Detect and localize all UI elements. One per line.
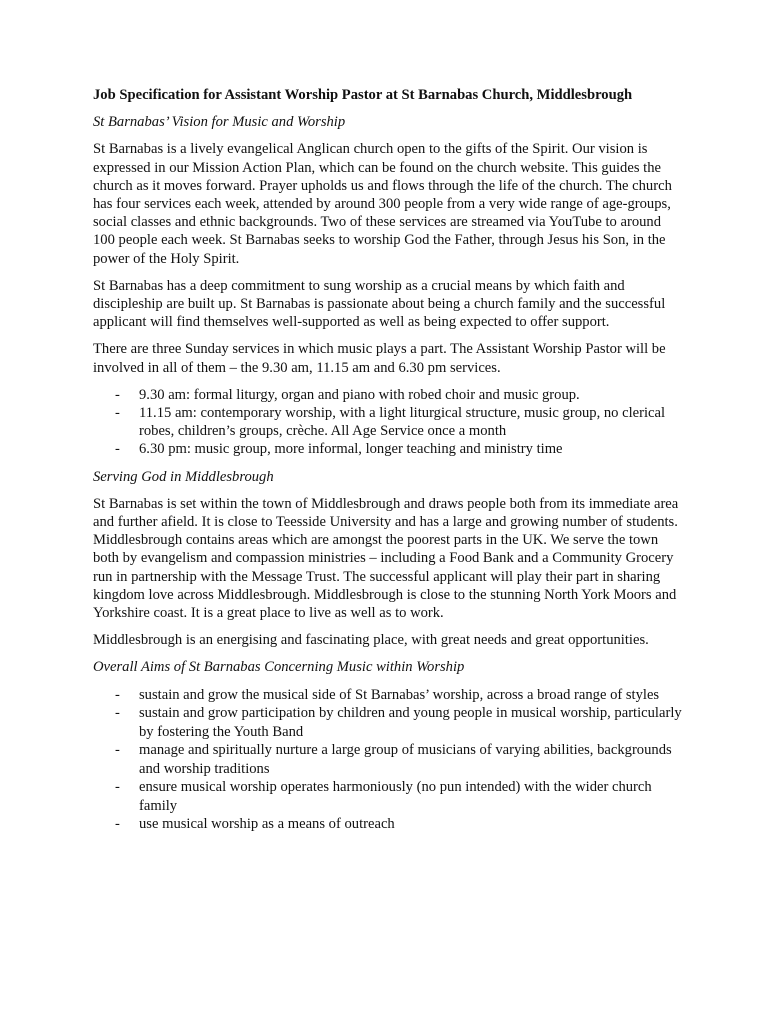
document-title: Job Specification for Assistant Worship Pastor at St Barnabas Church, Middlesbrough	[93, 87, 633, 103]
dash-bullet: -	[115, 386, 120, 403]
services-list	[93, 386, 683, 459]
list-item	[93, 815, 683, 833]
dash-bullet: -	[115, 405, 120, 422]
section-heading-vision: St Barnabas’ Vision for Music and Worship	[93, 114, 346, 131]
dash-bullet: -	[115, 816, 120, 833]
list-item-text: ensure musical worship operates harmoniously (no pun intended) with the wider church family	[139, 779, 652, 814]
paragraph: St Barnabas is set within the town of Middlesbrough and draws people both from its immediate area and further afield. It is close to Teesside University and has a large and growing number of students. Middlesbrough contains areas which are amongst the poorest parts in the UK. We serve the town both by evangelism and compassion ministries – including a Food Bank and a Community Grocery run in partnership with the Message Trust. The successful applicant will play their part in sharing kingdom love across Middlesbrough. Middlesbrough is close to the stunning North York Moors and Yorkshire coast. It is a great place to live as well as to work.	[93, 495, 679, 622]
aims-list	[93, 686, 683, 834]
list-item	[93, 440, 683, 458]
list-item-text: sustain and grow participation by children and young people in musical worship, particularly by fostering the Youth Band	[139, 705, 682, 740]
list-item-text: use musical worship as a means of outreach	[139, 816, 395, 833]
paragraph: Middlesbrough is an energising and fascinating place, with great needs and great opportunities.	[93, 632, 649, 649]
list-item	[93, 386, 683, 404]
section-heading-aims: Overall Aims of St Barnabas Concerning Music within Worship	[93, 659, 465, 676]
paragraph: St Barnabas has a deep commitment to sung worship as a crucial means by which faith and discipleship are built up. St Barnabas is passionate about being a church family and the successful applicant will find themselves well-supported as well as being expected to offer support.	[93, 277, 666, 331]
list-item-text: 6.30 pm: music group, more informal, longer teaching and ministry time	[139, 441, 563, 458]
dash-bullet: -	[115, 742, 120, 759]
document-page	[93, 86, 683, 843]
list-item	[93, 404, 683, 440]
list-item-text: 11.15 am: contemporary worship, with a light liturgical structure, music group, no clerical robes, children’s groups, crèche. All Age Service once a month	[139, 405, 666, 440]
list-item	[93, 741, 683, 777]
dash-bullet: -	[115, 441, 120, 458]
list-item	[93, 704, 683, 740]
list-item-text: manage and spiritually nurture a large group of musicians of varying abilities, backgrounds and worship traditions	[139, 742, 672, 777]
section-heading-serving: Serving God in Middlesbrough	[93, 468, 274, 485]
list-item	[93, 686, 683, 704]
list-item	[93, 778, 683, 814]
paragraph: St Barnabas is a lively evangelical Anglican church open to the gifts of the Spirit. Our vision is expressed in our Mission Action Plan, which can be found on the church website. This guides the church as it moves forward. Prayer upholds us and flows through the life of the church. The church has four services each week, attended by around 300 people from a very wide range of age-groups, social classes and ethnic backgrounds. Two of these services are streamed via YouTube to around 100 people each week. St Barnabas seeks to worship God the Father, through Jesus his Son, in the power of the Holy Spirit.	[93, 141, 672, 267]
paragraph: There are three Sunday services in which music plays a part. The Assistant Worship Pastor will be involved in all of them – the 9.30 am, 11.15 am and 6.30 pm services.	[93, 341, 666, 376]
dash-bullet: -	[115, 686, 120, 703]
list-item-text: sustain and grow the musical side of St Barnabas’ worship, across a broad range of styles	[139, 686, 660, 703]
dash-bullet: -	[115, 705, 120, 722]
list-item-text: 9.30 am: formal liturgy, organ and piano with robed choir and music group.	[139, 386, 580, 403]
dash-bullet: -	[115, 779, 120, 796]
